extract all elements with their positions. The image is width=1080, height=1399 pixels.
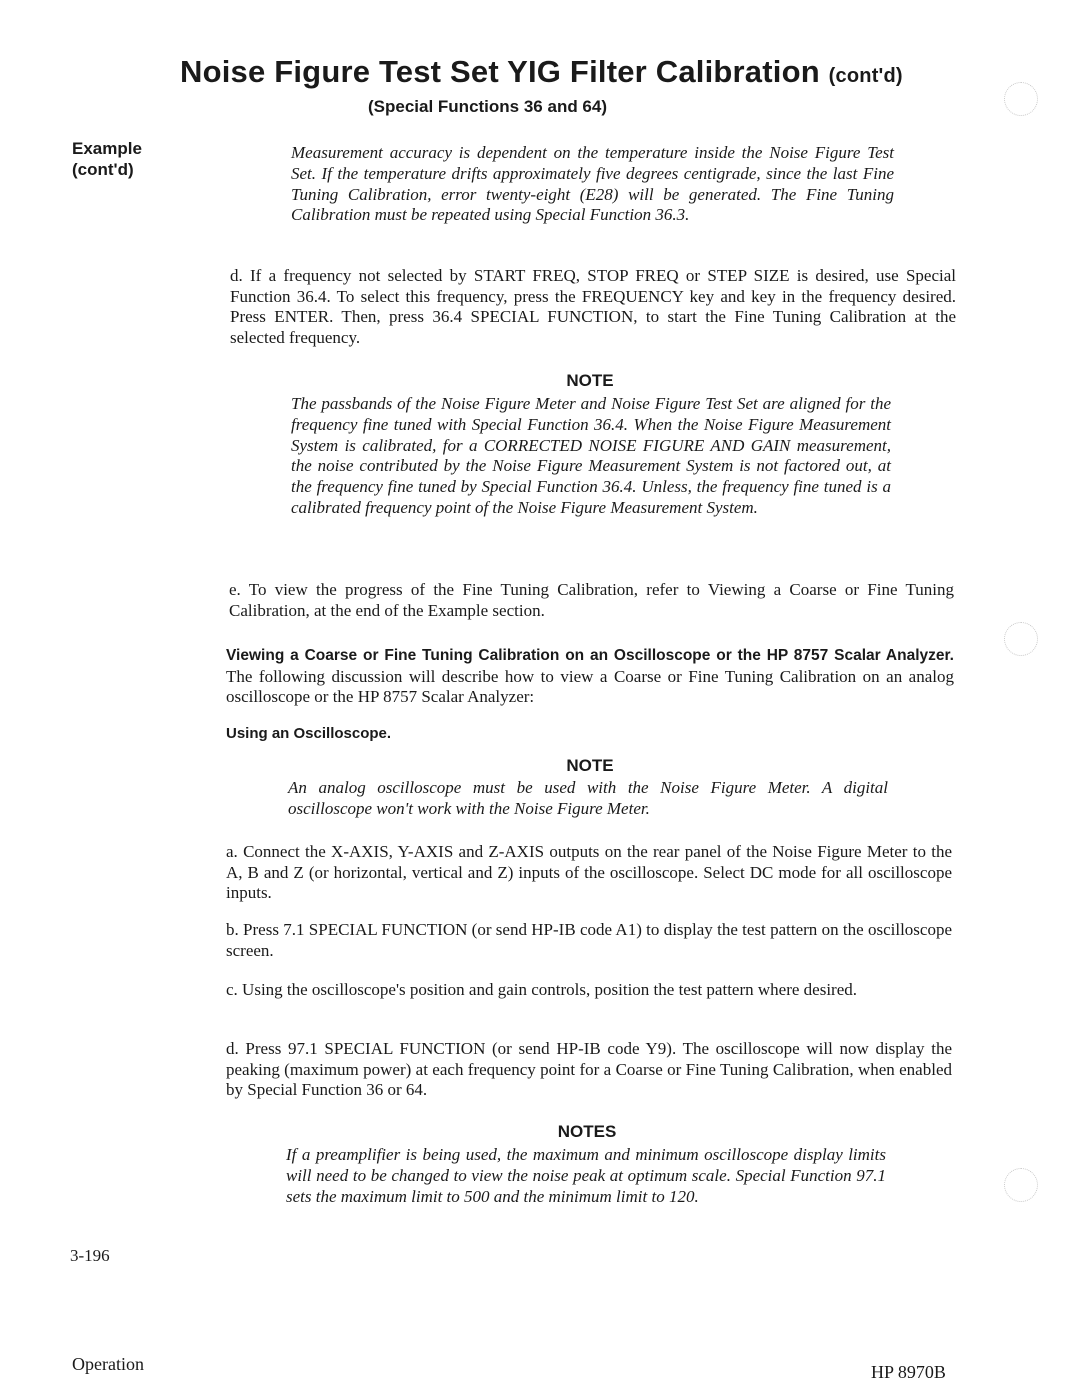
step-e-progress: e. To view the progress of the Fine Tuning Calibration, refer to Viewing a Coarse or Fine Tuning Calibration, at the end of the Example section. xyxy=(229,580,954,620)
step-c-position: c. Using the oscilloscope's position and gain controls, position the test pattern where desired. xyxy=(226,980,857,999)
using-oscilloscope-heading: Using an Oscilloscope. xyxy=(226,725,392,742)
footer-model: HP 8970B xyxy=(871,1362,946,1382)
page-number: 3-196 xyxy=(70,1246,110,1265)
page-title xyxy=(180,54,980,90)
note-heading: NOTE xyxy=(566,756,614,775)
step-a-connect: a. Connect the X-AXIS, Y-AXIS and Z-AXIS outputs on the rear panel of the Noise Figure Meter to the A, B and Z (or horizontal, vertical and Z) inputs of the oscilloscope. Select DC mode for all oscilloscope inputs. xyxy=(226,842,952,902)
footer-section: Operation xyxy=(72,1354,144,1374)
note-heading: NOTE xyxy=(566,371,614,390)
note-paragraph: An analog oscilloscope must be used with the Noise Figure Meter. A digital oscilloscope won't work with the Noise Figure Meter. xyxy=(288,778,888,818)
binder-hole xyxy=(1004,622,1038,656)
intro-note-paragraph: Measurement accuracy is dependent on the temperature inside the Noise Figure Test Set. If the temperature drifts approximately five degrees centigrade, since the last Fine Tuning Calibration, error twenty-eight (E28) will be generated. The Fine Tuning Calibration must be repeated using Special Function 36.3. xyxy=(291,143,894,225)
section-label-line2: (cont'd) xyxy=(72,160,134,179)
step-b-press: b. Press 7.1 SPECIAL FUNCTION (or send HP-IB code A1) to display the test pattern on the oscilloscope screen. xyxy=(226,920,952,960)
page-title-suffix: (cont'd) xyxy=(828,65,903,87)
section-label-line1: Example xyxy=(72,139,142,158)
binder-hole xyxy=(1004,1168,1038,1202)
viewing-paragraph xyxy=(226,645,954,708)
notes-paragraph: If a preamplifier is being used, the maximum and minimum oscilloscope display limits will need to be changed to view the noise peak at optimum scale. Special Function 97.1 sets the maximum limit to 500 and the minimum limit to 120. xyxy=(286,1145,886,1206)
page-subtitle: (Special Functions 36 and 64) xyxy=(368,97,608,116)
note-paragraph: The passbands of the Noise Figure Meter and Noise Figure Test Set are aligned for the frequency fine tuned with Special Function 36.4. When the Noise Figure Measurement System is calibrated, for a CORRECTED NOISE FIGURE AND GAIN measurement, the noise contributed by the Noise Figure Measurement System is not factored out, at the frequency fine tuned by Special Function 36.4. Unless, the frequency fine tuned is a calibrated frequency point of the Noise Figure Measurement System. xyxy=(291,394,891,517)
binder-hole xyxy=(1004,82,1038,116)
notes-heading: NOTES xyxy=(557,1122,617,1141)
step-d-press: d. Press 97.1 SPECIAL FUNCTION (or send HP-IB code Y9). The oscilloscope will now display the peaking (maximum power) at each frequency point for a Coarse or Fine Tuning Calibration, when enabled by Special Function 36 or 64. xyxy=(226,1039,952,1099)
step-d-frequency: d. If a frequency not selected by START FREQ, STOP FREQ or STEP SIZE is desired, use Special Function 36.4. To select this frequency, press the FREQUENCY key and key in the frequency desired. Press ENTER. Then, press 36.4 SPECIAL FUNCTION, to start the Fine Tuning Calibration at the selected frequency. xyxy=(230,266,956,347)
page-title-main: Noise Figure Test Set YIG Filter Calibration xyxy=(180,54,820,89)
section-label xyxy=(72,138,222,180)
viewing-text: The following discussion will describe how to view a Coarse or Fine Tuning Calibration on an analog oscilloscope or the HP 8757 Scalar Analyzer: xyxy=(226,666,954,706)
viewing-heading: Viewing a Coarse or Fine Tuning Calibration on an Oscilloscope or the HP 8757 Scalar Analyzer. xyxy=(226,647,954,664)
